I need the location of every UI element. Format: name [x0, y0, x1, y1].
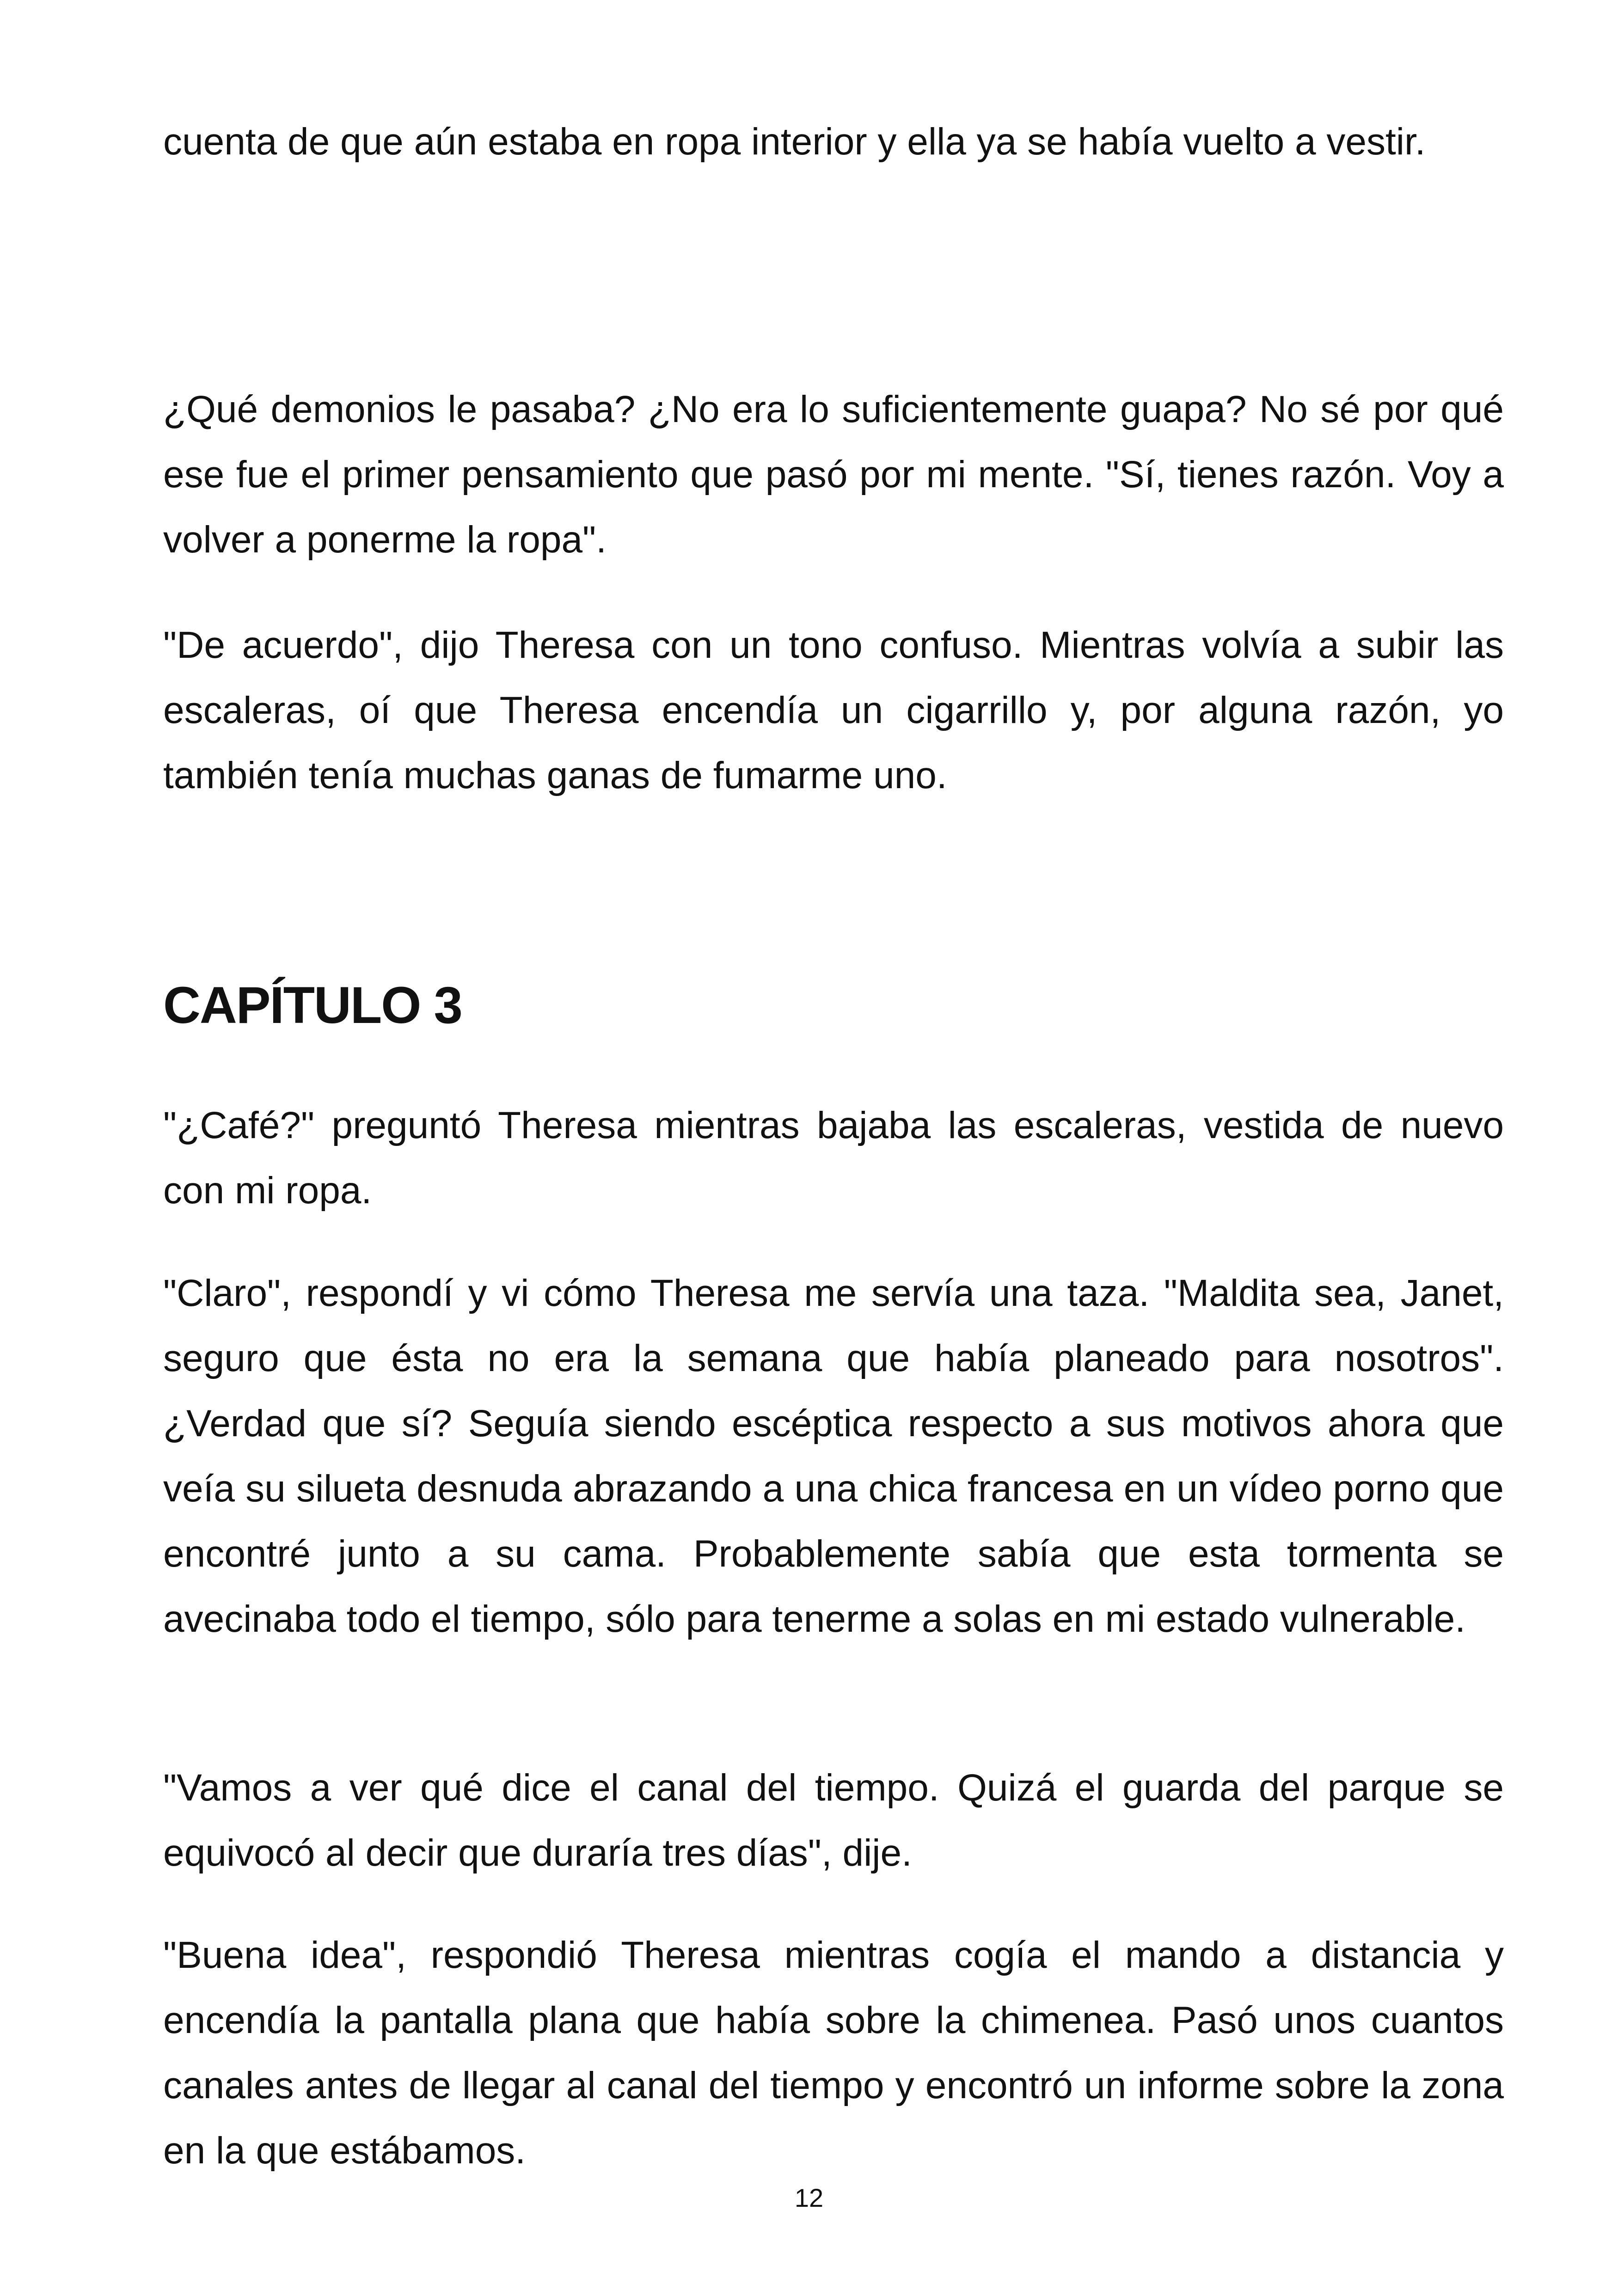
paragraph-continued: cuenta de que aún estaba en ropa interior y ella ya se había vuelto a vestir. — [163, 121, 1426, 163]
paragraph-de-acuerdo: "De acuerdo", dijo Theresa con un tono confuso. Mientras volvía a subir las escaleras, oí que Theresa encendía un cigarrillo y, por alguna razón, yo también tenía muchas ganas de fumarme uno. — [163, 624, 1504, 796]
paragraph-canal-del-tiempo: "Vamos a ver qué dice el canal del tiempo. Quizá el guarda del parque se equivocó al decir que duraría tres días", dije. — [163, 1767, 1504, 1874]
chapter-title: CAPÍTULO 3 — [163, 976, 462, 1034]
page-number: 12 — [794, 2183, 824, 2212]
paragraph-claro: "Claro", respondí y vi cómo Theresa me servía una taza. "Maldita sea, Janet, seguro que ésta no era la semana que había planeado para nosotros". ¿Verdad que sí? Seguía siendo escéptica respecto a sus motivos ahora que veía su silueta desnuda abrazando a una chica francesa en un vídeo porno que encontré junto a su cama. Probablemente sabía que esta tormenta se avecinaba todo el tiempo, sólo para tenerme a solas en mi estado vulnerable. — [163, 1272, 1504, 1640]
paragraph-buena-idea: "Buena idea", respondió Theresa mientras cogía el mando a distancia y encendía la pantalla plana que había sobre la chimenea. Pasó unos cuantos canales antes de llegar al canal del tiempo y encontró un informe sobre la zona en la que estábamos. — [163, 1934, 1504, 2172]
paragraph-cafe: "¿Café?" preguntó Theresa mientras bajaba las escaleras, vestida de nuevo con mi ropa. — [163, 1104, 1504, 1212]
paragraph-question: ¿Qué demonios le pasaba? ¿No era lo suficientemente guapa? No sé por qué ese fue el primer pensamiento que pasó por mi mente. "Sí, tienes razón. Voy a volver a ponerme la ropa". — [163, 388, 1504, 561]
